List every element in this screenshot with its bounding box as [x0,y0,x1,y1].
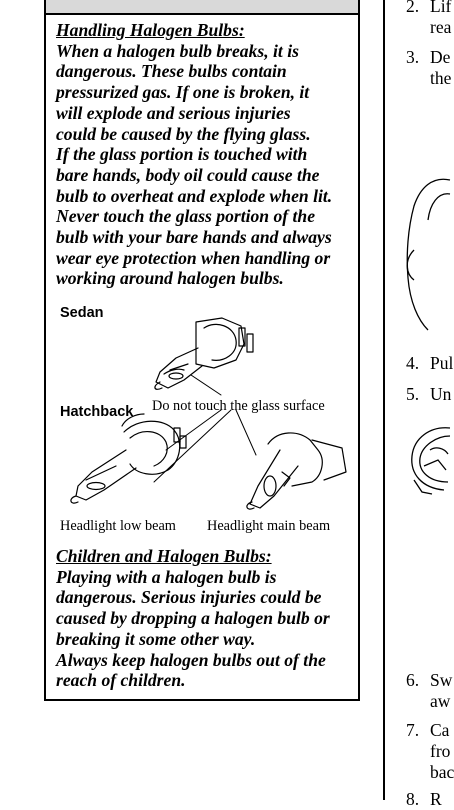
column-divider [383,0,385,800]
warning-line: Always keep halogen bulbs out of the [56,649,326,670]
step-5: 5. Un [406,384,452,404]
step-5-illustration [408,420,450,500]
step-6: 6. Sw aw [406,670,453,711]
glass-surface-note: Do not touch the glass surface [152,398,325,414]
main-beam-bulb-drawing [247,433,346,509]
warning-line: When a halogen bulb breaks, it is [56,40,299,61]
warning-line: bare hands, body oil could cause the [56,164,320,185]
step-7: 7. Ca fro bac [406,720,454,782]
hatchback-label: Hatchback [60,404,134,420]
warning-line: breaking it some other way. [56,628,256,649]
warning-line: dangerous. Serious injuries could be [56,587,322,608]
low-beam-label: Headlight low beam [60,518,176,534]
handling-title: Handling Halogen Bulbs: [56,20,245,40]
warning-line: If the glass portion is touched with [56,144,308,165]
halogen-bulb-figure [46,300,362,545]
warning-line: wear eye protection when handling or [56,247,331,268]
bulb-illustrations [46,300,362,545]
warning-line: bulb with your bare hands and always [56,227,332,248]
warning-line: bulb to overheat and explode when lit. [56,185,333,206]
warning-line: Never touch the glass portion of the [56,206,316,227]
step-8: 8. R [406,789,442,809]
warning-line: could be caused by the flying glass. [56,123,311,144]
children-title: Children and Halogen Bulbs: [56,546,272,566]
children-halogen-warning [56,546,356,691]
low-beam-bulb-drawing [71,414,186,503]
sedan-bulb-drawing [155,318,253,389]
halogen-handling-warning [56,20,356,289]
glass-note-leaders [154,375,256,482]
warning-box-header [46,0,358,15]
warning-line: will explode and serious injuries [56,102,291,123]
warning-line: working around halogen bulbs. [56,268,284,289]
step-4: 4. Pul [406,353,454,373]
step-2: 2. Lif rea [406,0,452,37]
step-3-illustration [384,170,450,340]
warning-line: dangerous. These bulbs contain [56,61,287,82]
warning-line: pressurized gas. If one is broken, it [56,82,310,103]
warning-line: Playing with a halogen bulb is [56,566,277,587]
sedan-label: Sedan [60,305,104,321]
main-beam-label: Headlight main beam [207,518,331,534]
step-3: 3. De the [406,47,452,88]
warning-box [44,0,360,701]
warning-line: caused by dropping a halogen bulb or [56,608,330,629]
warning-line: reach of children. [56,670,186,691]
